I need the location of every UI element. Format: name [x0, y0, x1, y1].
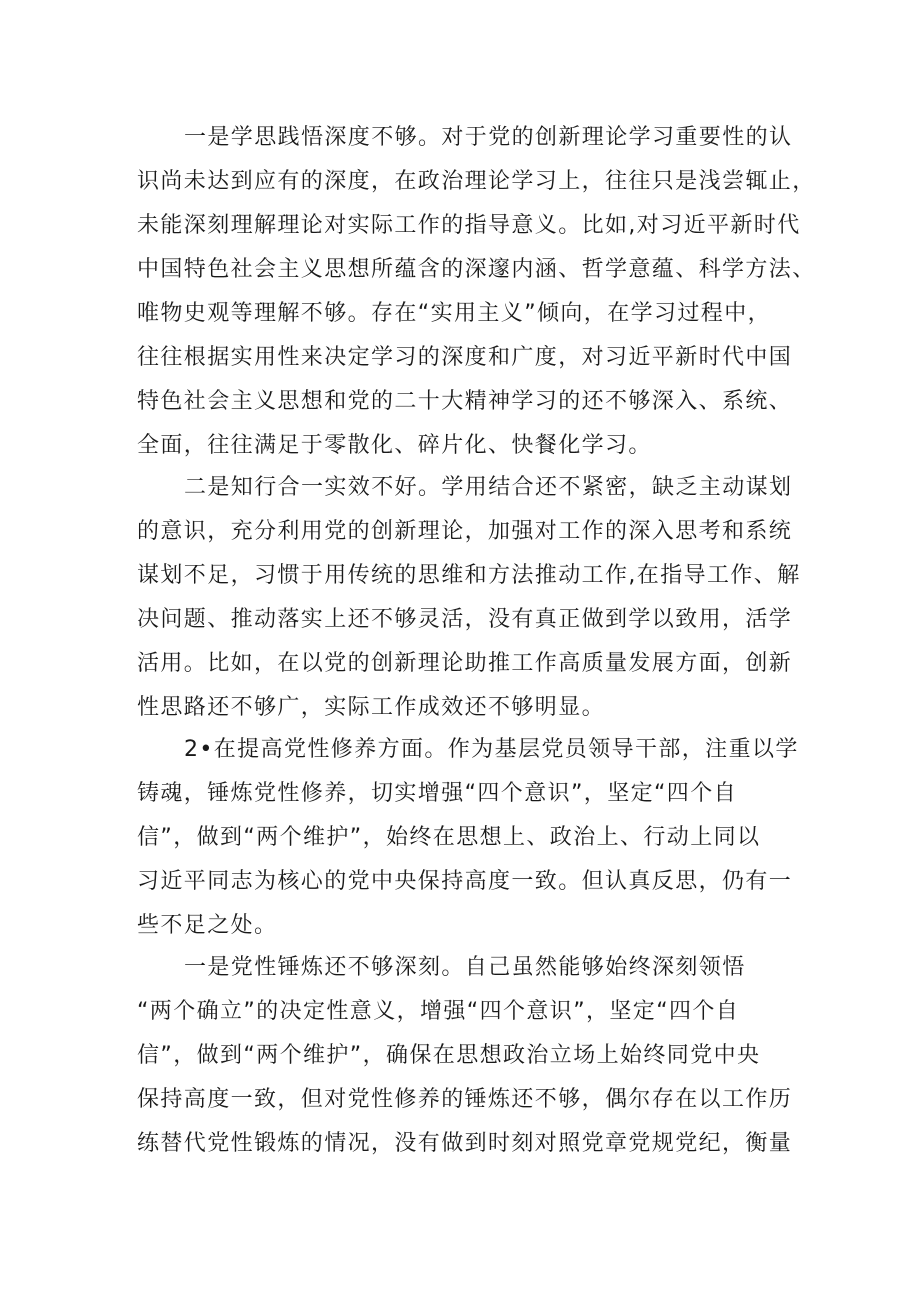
- text-line: 谋划不足，习惯于用传统的思维和方法推动工作,在指导工作、解: [137, 563, 801, 588]
- text-line: 未能深刻理解理论对实际工作的指导意义。比如,对习近平新时代: [137, 213, 801, 238]
- text-line: 信”，做到“两个维护”，始终在思想上、政治上、行动上同以: [137, 825, 761, 850]
- text-line: 一是学思践悟深度不够。对于党的创新理论学习重要性的认: [184, 125, 793, 150]
- text-line: 活用。比如，在以党的创新理论助推工作高质量发展方面，创新: [137, 651, 793, 676]
- text-line: 性思路还不够广，实际工作成效还不够明显。: [137, 695, 606, 720]
- section-heading-line: 2•在提高党性修养方面。作为基层党员领导干部，注重以学: [184, 737, 799, 762]
- text-line: “两个确立”的决定性意义，增强“四个意识”，坚定“四个自: [137, 999, 740, 1024]
- text-line: 往往根据实用性来决定学习的深度和广度，对习近平新时代中国: [137, 345, 793, 370]
- text-line: 信”，做到“两个维护”，确保在思想政治立场上始终同党中央: [137, 1043, 761, 1068]
- text-line: 中国特色社会主义思想所蕴含的深邃内涵、哲学意蕴、科学方法、: [137, 257, 816, 282]
- text-line: 全面，往往满足于零散化、碎片化、快餐化学习。: [137, 433, 652, 458]
- text-line: 保持高度一致，但对党性修养的锤炼还不够，偶尔存在以工作历: [137, 1087, 793, 1112]
- text-line: 识尚未达到应有的深度，在政治理论学习上，往往只是浅尝辄止，: [137, 169, 816, 194]
- text-line: 铸魂，锤炼党性修养，切实增强“四个意识”，坚定“四个自: [137, 781, 737, 806]
- text-line: 特色社会主义思想和党的二十大精神学习的还不够深入、系统、: [137, 389, 793, 414]
- text-line: 些不足之处。: [137, 913, 278, 938]
- text-line: 决问题、推动落实上还不够灵活，没有真正做到学以致用，活学: [137, 607, 793, 632]
- text-line: 唯物史观等理解不够。存在“实用主义”倾向，在学习过程中，: [137, 301, 771, 326]
- text-line: 练替代党性锻炼的情况，没有做到时刻对照党章党规党纪，衡量: [137, 1131, 793, 1156]
- text-line: 一是党性锤炼还不够深刻。自己虽然能够始终深刻领悟: [184, 955, 746, 980]
- text-line: 的意识，充分利用党的创新理论，加强对工作的深入思考和系统: [137, 519, 793, 544]
- text-line: 习近平同志为核心的党中央保持高度一致。但认真反思，仍有一: [137, 869, 793, 894]
- text-line: 二是知行合一实效不好。学用结合还不紧密，缺乏主动谋划: [184, 475, 793, 500]
